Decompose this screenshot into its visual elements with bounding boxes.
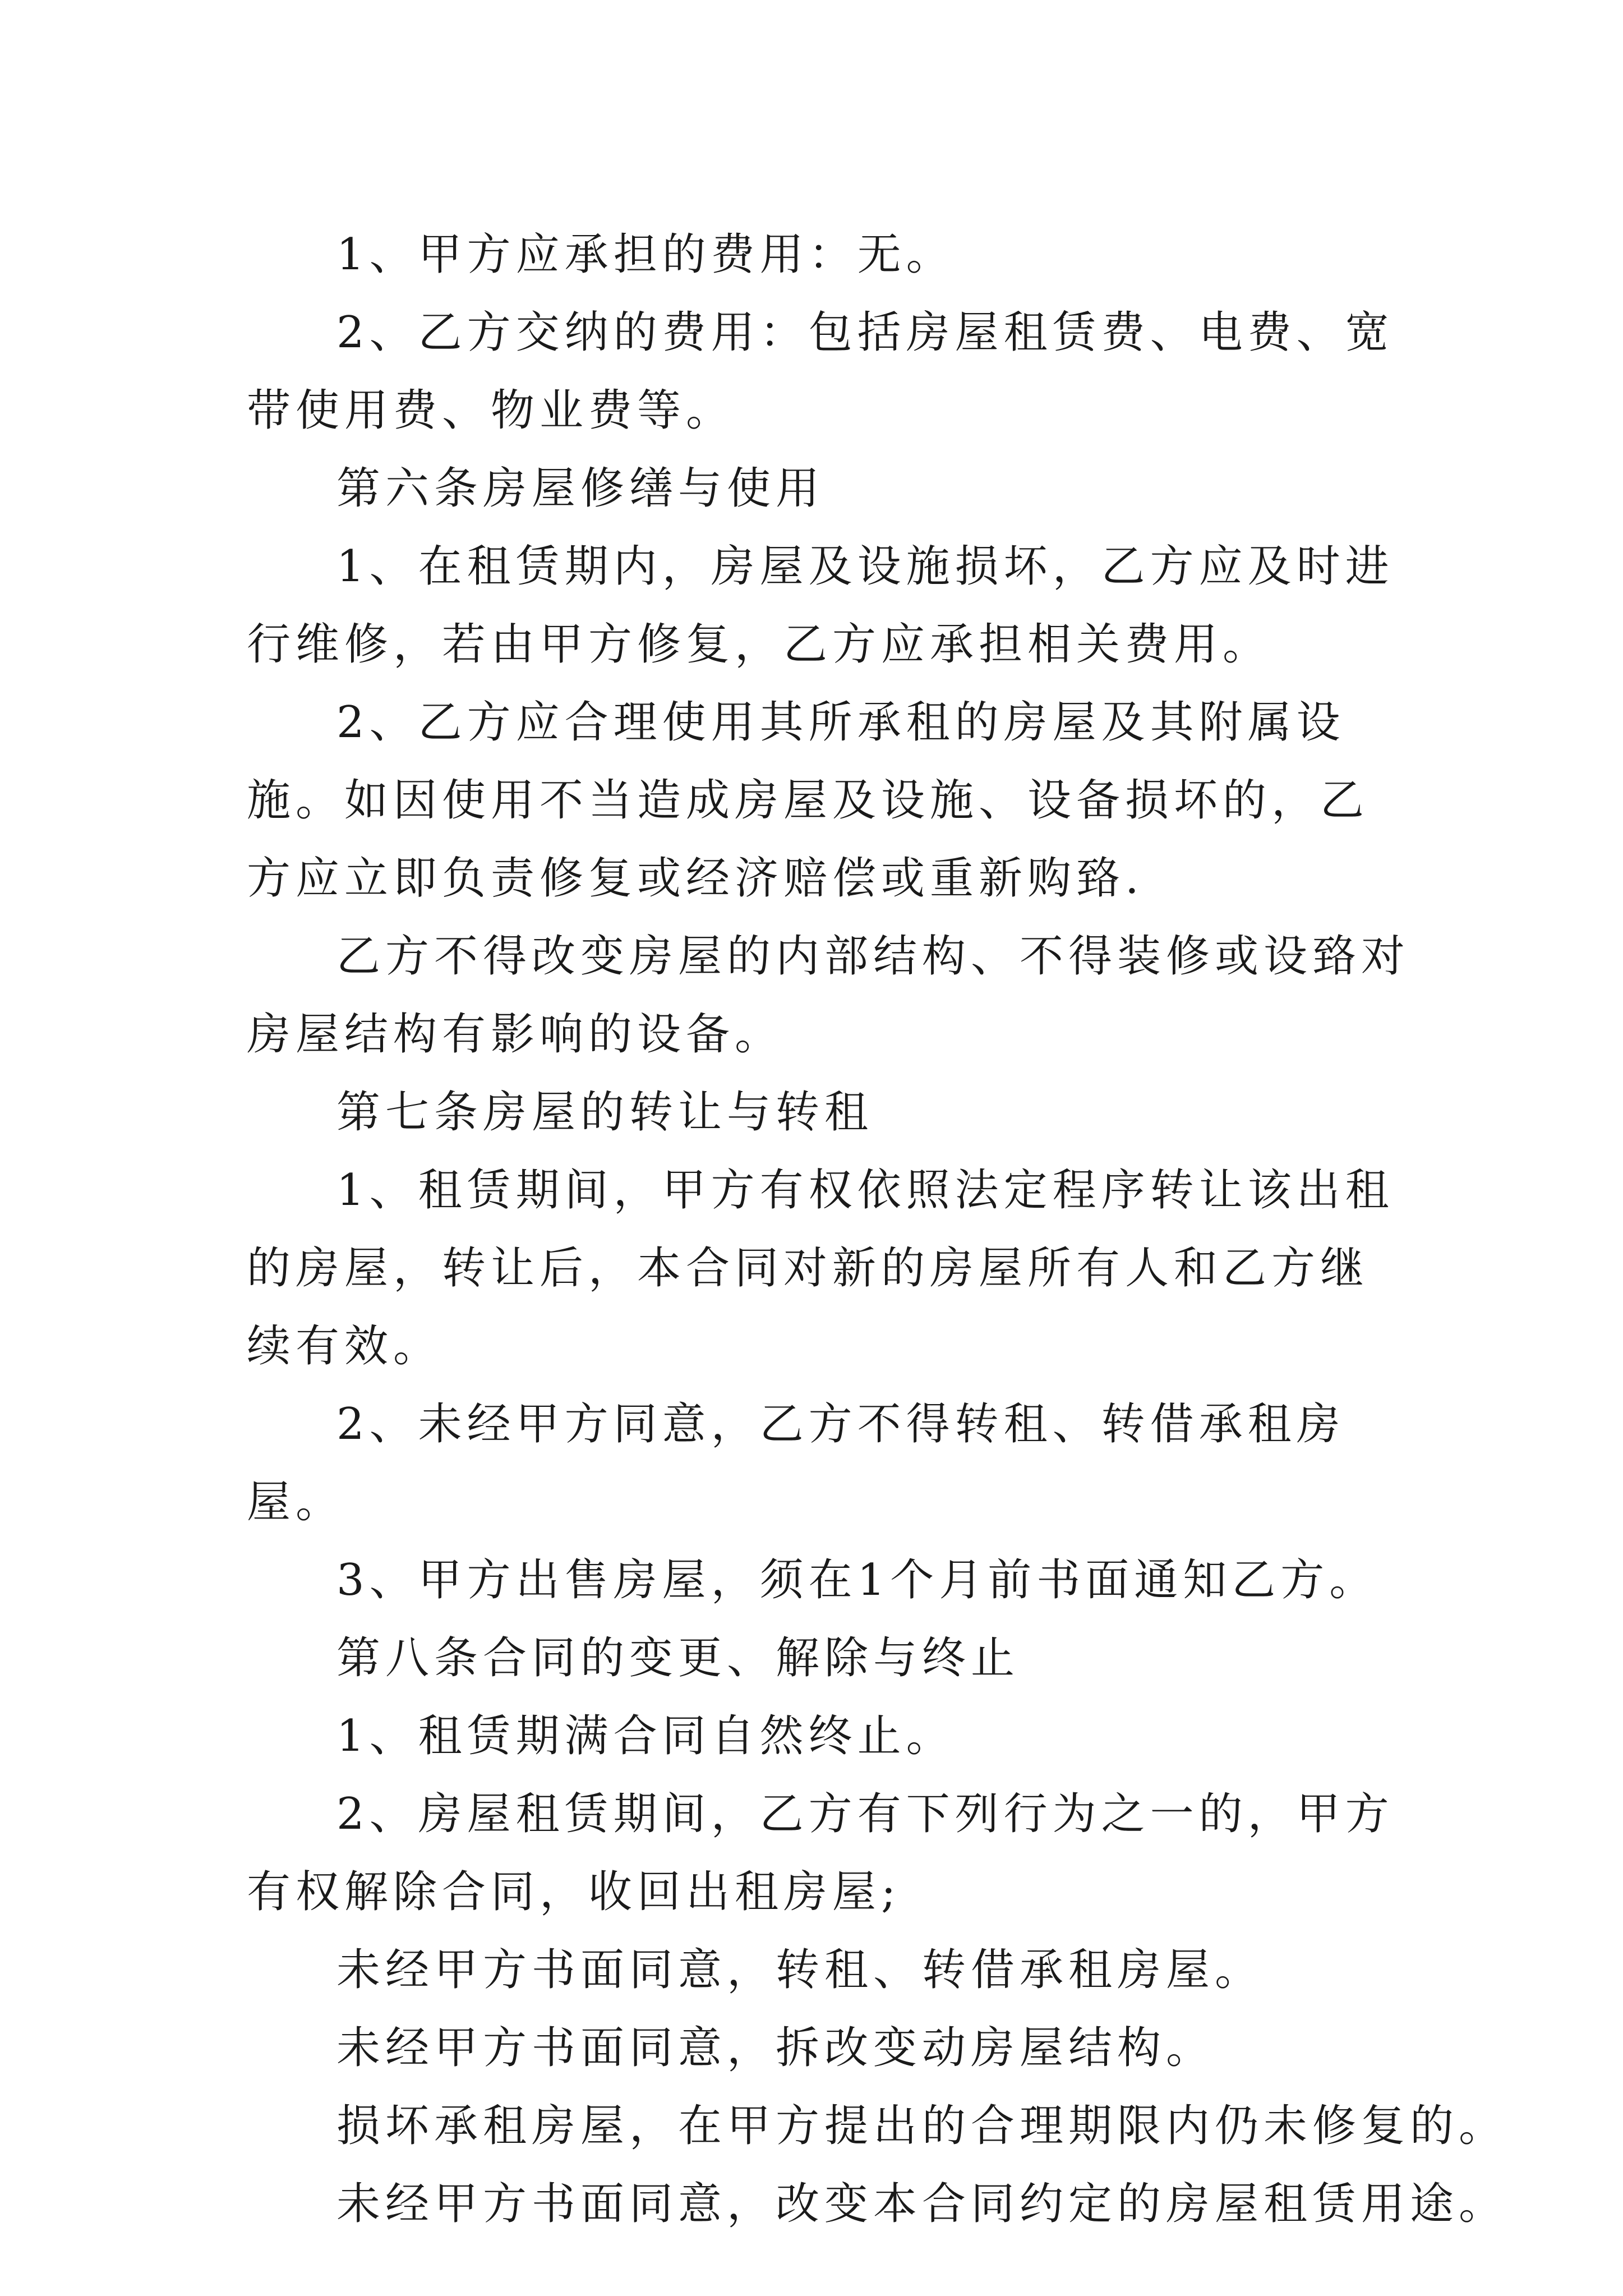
section-heading: 第七条房屋的转让与转租 — [336, 1087, 874, 1138]
paragraph: 1、在租赁期内，房屋及设施损坏，乙方应及时进行维修，若由甲方修复，乙方应承担相关费用。 — [247, 541, 1394, 670]
paragraph: 3、甲方出售房屋，须在1个月前书面通知乙方。 — [336, 1555, 1378, 1605]
document-body — [247, 216, 1508, 2243]
paragraph: 2、乙方应合理使用其所承租的房屋及其附属设施。如因使用不当造成房屋及设施、设备损坏的，乙方应立即负责修复或经济赔偿或重新购臵. — [247, 697, 1370, 904]
paragraph: 乙方不得改变房屋的内部结构、不得装修或设臵对房屋结构有影响的设备。 — [247, 931, 1410, 1060]
paragraph: 损坏承租房屋，在甲方提出的合理期限内仍未修复的。 — [336, 2101, 1508, 2151]
paragraph: 2、乙方交纳的费用：包括房屋租赁费、电费、宽带使用费、物业费等。 — [247, 307, 1394, 436]
paragraph: 1、租赁期满合同自然终止。 — [336, 1711, 955, 1761]
paragraph: 2、未经甲方同意，乙方不得转租、转借承租房屋。 — [247, 1399, 1345, 1527]
paragraph: 1、租赁期间，甲方有权依照法定程序转让该出租的房屋，转让后，本合同对新的房屋所有人和乙方继续有效。 — [247, 1165, 1394, 1372]
paragraph: 2、房屋租赁期间，乙方有下列行为之一的，甲方有权解除合同，收回出租房屋; — [247, 1789, 1394, 1917]
paragraph: 未经甲方书面同意，拆改变动房屋结构。 — [336, 2023, 1215, 2073]
paragraph: 未经甲方书面同意，转租、转借承租房屋。 — [336, 1945, 1264, 1995]
section-heading: 第六条房屋修缮与使用 — [336, 463, 825, 514]
section-heading: 第八条合同的变更、解除与终止 — [336, 1633, 1020, 1683]
paragraph: 1、甲方应承担的费用：无。 — [336, 229, 955, 280]
paragraph: 未经甲方书面同意，改变本合同约定的房屋租赁用途。 — [336, 2179, 1508, 2229]
